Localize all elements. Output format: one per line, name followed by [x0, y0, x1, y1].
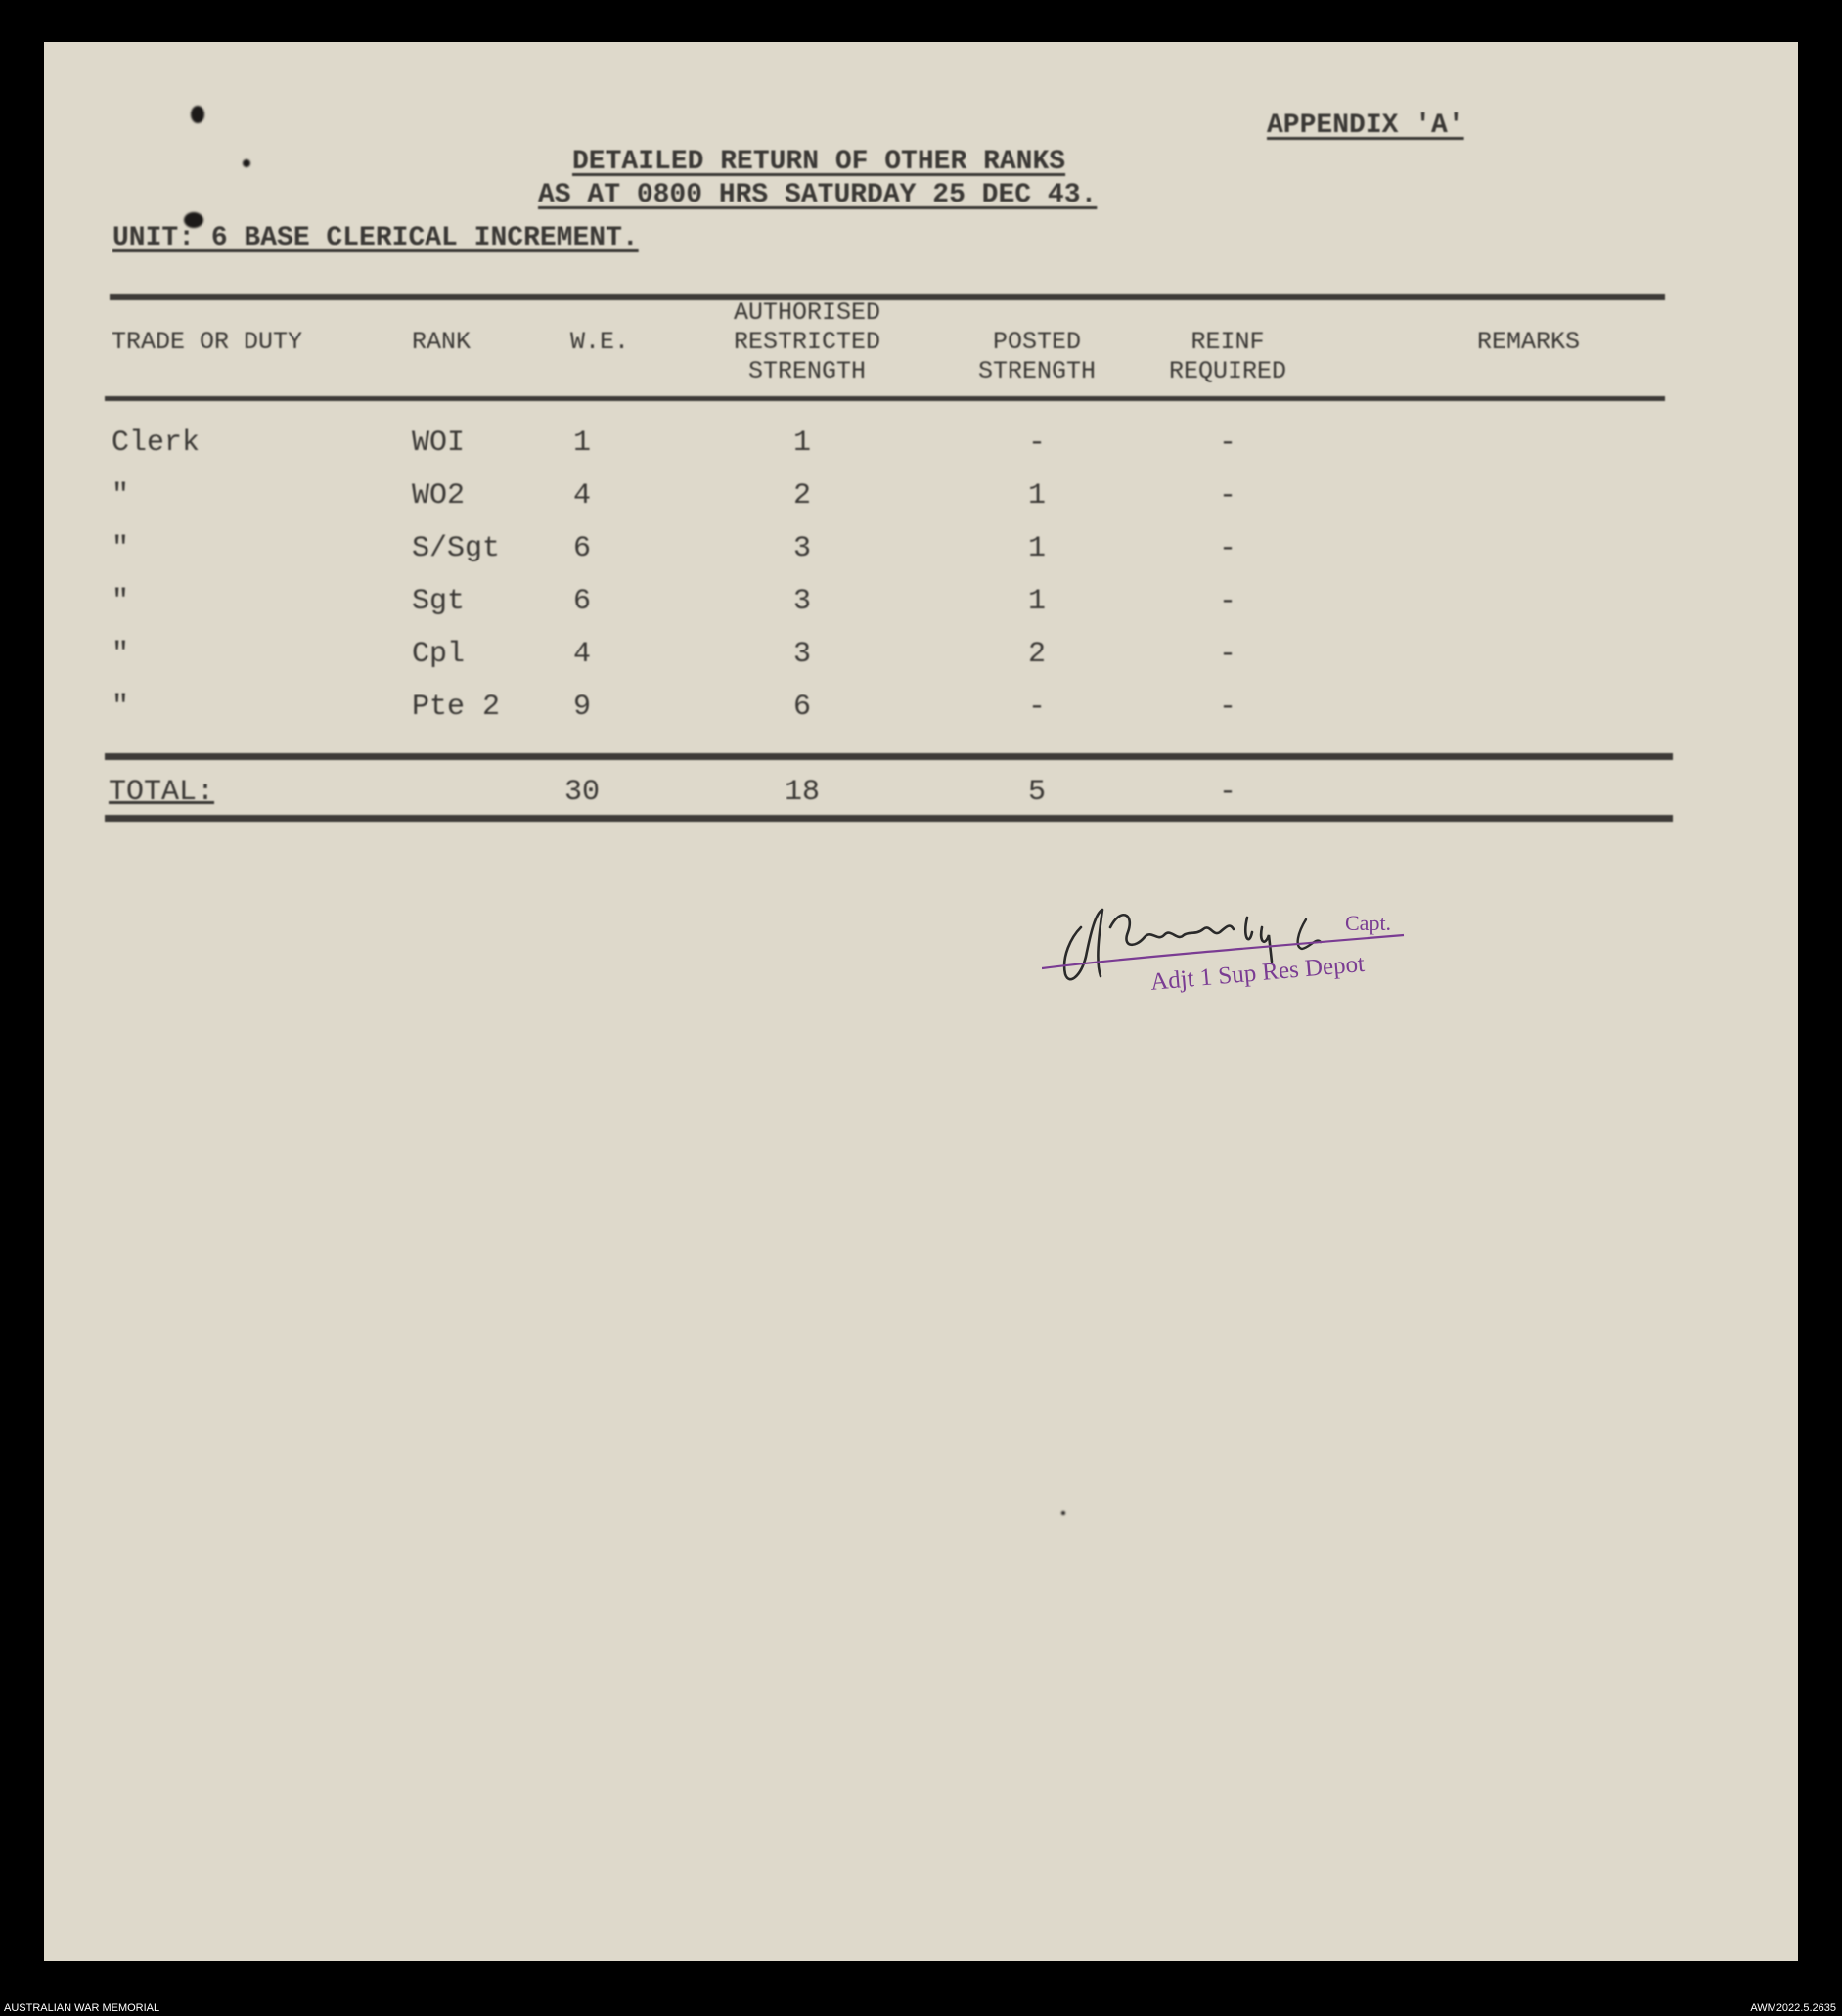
title-line-1: DETAILED RETURN OF OTHER RANKS [572, 147, 1066, 177]
cell-we: 1 [572, 426, 591, 460]
header-posted [944, 328, 1130, 386]
cell-posted: 1 [1027, 532, 1046, 565]
header-authorised-line2: RESTRICTED [733, 328, 881, 356]
header-reinf-line1: REINF [1191, 328, 1265, 356]
header-posted-line2: STRENGTH [977, 357, 1097, 385]
cell-reinf: - [1218, 426, 1236, 460]
cell-posted: 1 [1027, 479, 1046, 513]
ink-blot [191, 106, 204, 123]
header-remarks: REMARKS [1477, 328, 1581, 356]
header-authorised-line3: STRENGTH [747, 357, 867, 385]
cell-authorised: 3 [792, 585, 811, 618]
footer-right-credit: AWM2022.5.2635 [1750, 2002, 1836, 2014]
header-bottom-rule [105, 396, 1665, 401]
document-page [44, 42, 1798, 1961]
cell-reinf: - [1218, 479, 1236, 513]
total-authorised: 18 [784, 776, 820, 809]
cell-rank: WOI [412, 426, 466, 460]
cell-we: 6 [572, 532, 591, 565]
cell-trade: " [112, 638, 130, 671]
cell-rank: S/Sgt [412, 532, 501, 565]
cell-rank: Sgt [412, 585, 466, 618]
table-bottom-rule [105, 815, 1673, 822]
header-we: W.E. [570, 328, 630, 356]
cell-authorised: 1 [792, 426, 811, 460]
cell-reinf: - [1218, 691, 1236, 724]
header-trade: TRADE OR DUTY [112, 328, 303, 356]
cell-posted: 1 [1027, 585, 1046, 618]
total-label: TOTAL: [109, 776, 215, 809]
cell-posted: - [1027, 426, 1046, 460]
cell-rank: Pte 2 [412, 691, 501, 724]
cell-trade: " [112, 479, 130, 513]
unit-label: UNIT: 6 BASE CLERICAL INCREMENT. [112, 223, 639, 253]
cell-rank: Cpl [412, 638, 466, 671]
cell-reinf: - [1218, 638, 1236, 671]
cell-we: 9 [572, 691, 591, 724]
cell-trade: Clerk [112, 426, 201, 460]
cell-we: 4 [572, 479, 591, 513]
cell-authorised: 2 [792, 479, 811, 513]
header-reinf [1149, 328, 1306, 386]
total-we: 30 [563, 776, 600, 809]
appendix-label: APPENDIX 'A' [1267, 111, 1464, 141]
cell-authorised: 3 [792, 532, 811, 565]
header-rank: RANK [412, 328, 472, 356]
header-authorised-line1: AUTHORISED [733, 298, 881, 327]
cell-authorised: 3 [792, 638, 811, 671]
cell-trade: " [112, 532, 130, 565]
cell-trade: " [112, 691, 130, 724]
paper-speck [1061, 1511, 1065, 1515]
header-posted-line1: POSTED [992, 328, 1081, 356]
total-posted: 5 [1027, 776, 1046, 809]
cell-trade: " [112, 585, 130, 618]
cell-reinf: - [1218, 532, 1236, 565]
cell-we: 4 [572, 638, 591, 671]
cell-rank: WO2 [412, 479, 466, 513]
cell-authorised: 6 [792, 691, 811, 724]
cell-reinf: - [1218, 585, 1236, 618]
total-top-rule [105, 753, 1673, 760]
cell-we: 6 [572, 585, 591, 618]
header-authorised [690, 298, 924, 386]
total-reinf: - [1218, 776, 1236, 809]
title-line-2: AS AT 0800 HRS SATURDAY 25 DEC 43. [538, 180, 1098, 210]
ink-blot [243, 159, 250, 167]
capt-label: Capt. [1345, 911, 1392, 935]
cell-posted: 2 [1027, 638, 1046, 671]
cell-posted: - [1027, 691, 1046, 724]
header-reinf-line2: REQUIRED [1168, 357, 1287, 385]
adjt-stamp: Adjt 1 Sup Res Depot [1149, 950, 1366, 996]
footer-left-credit: AUSTRALIAN WAR MEMORIAL [4, 2002, 160, 2014]
